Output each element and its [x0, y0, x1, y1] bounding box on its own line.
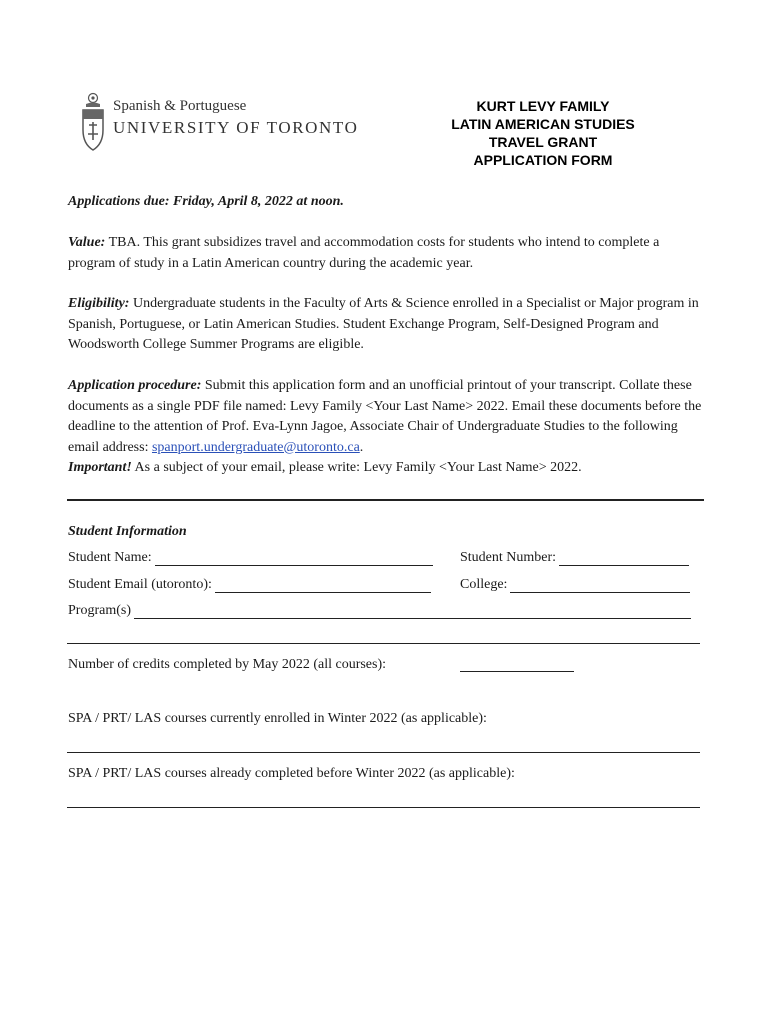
form-title-line: KURT LEVY FAMILY	[476, 98, 610, 114]
student-email-field[interactable]	[68, 577, 431, 593]
email-period: .	[359, 439, 364, 455]
enrolled-courses-label: SPA / PRT/ LAS courses currently enrolled in Winter 2022 (as applicable):	[68, 711, 487, 726]
completed-courses-field	[68, 766, 515, 782]
completed-courses-label: SPA / PRT/ LAS courses already completed before Winter 2022 (as applicable):	[68, 766, 515, 781]
value-section	[68, 233, 708, 274]
student-email-label: Student Email (utoronto):	[68, 577, 212, 592]
student-number-label: Student Number:	[460, 550, 557, 565]
procedure-text: Submit this application form and an unofficial printout of your transcript. Collate these documents as a single PDF file named: Levy Family <Your Last Name> 2022. Email these documents before the deadline to the attention of Prof. Eva-Lynn Jagoe, Associate Chair of Undergraduate Studies to the following email address:	[68, 378, 702, 455]
program-label: Program(s)	[68, 603, 131, 618]
program-blank[interactable]	[134, 606, 691, 619]
form-title-line: LATIN AMERICAN STUDIES	[451, 116, 635, 132]
credits-label: Number of credits completed by May 2022 (all courses):	[68, 657, 387, 672]
program-field[interactable]	[68, 603, 691, 619]
form-title-line: APPLICATION FORM	[473, 152, 613, 168]
student-number-field[interactable]	[460, 550, 689, 566]
eligibility-label: Eligibility:	[68, 296, 130, 311]
eligibility-text: Undergraduate students in the Faculty of Arts & Science enrolled in a Specialist or Major program in Spanish, Portuguese, or Latin American Studies. Student Exchange Program, Self-Designed Program and Woodsworth College Summer Programs are eligible.	[68, 296, 699, 352]
enrolled-courses-field	[68, 711, 487, 727]
college-blank[interactable]	[510, 580, 690, 593]
important-label: Important!	[68, 460, 132, 475]
enrolled-courses-line[interactable]	[67, 752, 700, 753]
student-info-title: Student Information	[68, 524, 187, 539]
credits-blank[interactable]	[460, 671, 574, 672]
department-name: Spanish & Portuguese	[113, 98, 247, 114]
value-label: Value:	[68, 235, 106, 250]
due-date-text: Applications due: Friday, April 8, 2022 at noon.	[68, 194, 344, 209]
form-title-line: TRAVEL GRANT	[488, 134, 598, 150]
program-continuation-line[interactable]	[67, 643, 700, 644]
college-label: College:	[460, 577, 508, 592]
due-date	[68, 192, 708, 213]
university-logo	[80, 92, 360, 156]
student-name-field[interactable]	[68, 550, 433, 566]
student-number-blank[interactable]	[559, 553, 689, 566]
credits-field[interactable]	[68, 657, 386, 673]
value-text: TBA. This grant subsidizes travel and accommodation costs for students who intend to complete a program of study in a Latin American country during the academic year.	[68, 235, 660, 271]
section-divider	[67, 499, 704, 501]
email-link[interactable]: spanport.undergraduate@utoronto.ca	[151, 439, 360, 455]
form-title	[432, 97, 654, 169]
important-text: As a subject of your email, please write: Levy Family <Your Last Name> 2022.	[134, 460, 582, 475]
student-email-blank[interactable]	[215, 580, 431, 593]
university-name: UNIVERSITY OF TORONTO	[113, 118, 359, 137]
procedure-section	[68, 376, 708, 479]
procedure-label: Application procedure:	[68, 378, 202, 393]
eligibility-section	[68, 294, 708, 356]
student-name-blank[interactable]	[155, 553, 433, 566]
completed-courses-line[interactable]	[67, 807, 700, 808]
college-field[interactable]	[460, 577, 690, 593]
crest-icon	[80, 92, 106, 154]
student-name-label: Student Name:	[68, 550, 152, 565]
